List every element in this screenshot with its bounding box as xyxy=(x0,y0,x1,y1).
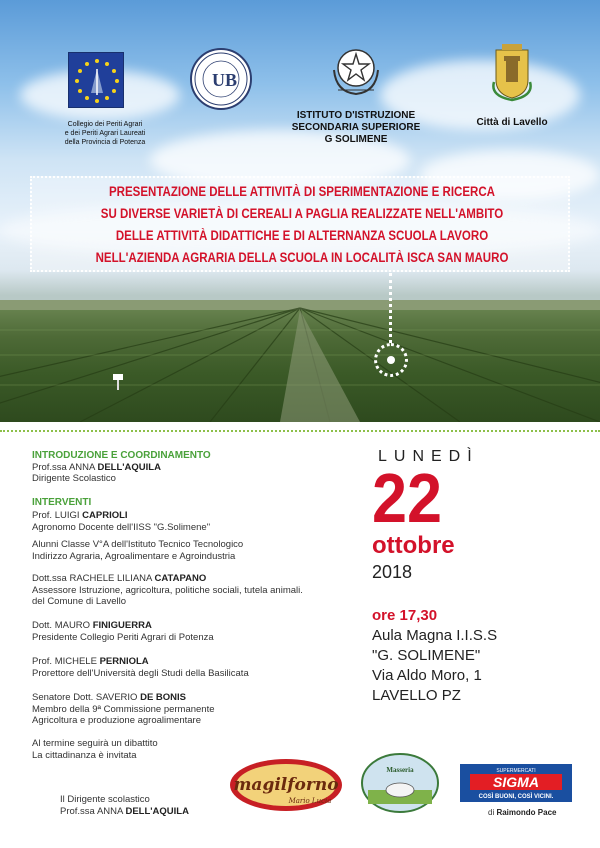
speaker-extra: Alunni Classe V°A dell'Istituto Tecnico Tecnologico xyxy=(32,539,244,550)
town-caption: Città di Lavello xyxy=(476,117,548,128)
magilforno-sub: Mario Lucia xyxy=(288,797,332,805)
speaker-caprioli xyxy=(32,510,243,562)
speaker-role: Assessore Istruzione, agricoltura, politiche sociali, tutela animali. xyxy=(32,584,303,596)
date-month: ottobre xyxy=(372,532,455,559)
speaker-name: DE BONIS xyxy=(140,692,187,703)
intro-name: DELL'AQUILA xyxy=(97,461,161,473)
signature-surname: DELL'AQUILA xyxy=(125,806,189,817)
magilforno-brand: magilforno xyxy=(233,775,339,795)
magilforno-logo xyxy=(228,755,344,815)
speaker-prefix: Senatore Dott. SAVERIO xyxy=(32,692,141,703)
date-day-number: 22 xyxy=(372,459,443,537)
venue-line: "G. SOLIMENE" xyxy=(372,647,481,664)
speaker-catapano xyxy=(32,573,303,608)
sigma-slogan: COSÌ BUONI, COSÌ VICINI. xyxy=(478,794,554,800)
closing-note xyxy=(32,738,158,761)
sigma-caption xyxy=(488,808,556,817)
speaker-role: Presidente Collegio Periti Agrari di Potenza xyxy=(32,631,214,643)
signature-prefix: Prof.ssa ANNA xyxy=(60,806,126,817)
speaker-de-bonis xyxy=(32,692,215,727)
hero-banner xyxy=(0,0,600,422)
speaker-perniola xyxy=(32,656,249,679)
speaker-name: CAPRIOLI xyxy=(82,510,128,521)
event-time: ore 17,30 xyxy=(372,607,438,624)
university-seal-logo xyxy=(190,48,252,110)
lavello-crest xyxy=(488,42,536,102)
interventi-heading: INTERVENTI xyxy=(32,497,92,508)
closing-line: La cittadinanza è invitata xyxy=(32,749,137,761)
speaker-role: del Comune di Lavello xyxy=(32,596,127,607)
intro-section xyxy=(32,450,211,485)
venue-line: Aula Magna I.I.S.S xyxy=(372,627,498,644)
intro-heading: INTRODUZIONE E COORDINAMENTO xyxy=(32,450,211,461)
italian-republic-emblem xyxy=(328,40,384,100)
speaker-finiguerra xyxy=(32,620,214,643)
speaker-extra: Indirizzo Agraria, Agroalimentare e Agroindustria xyxy=(32,550,236,562)
speaker-role: Agronomo Docente dell'IISS "G.Solimene" xyxy=(32,521,211,533)
title-line: NELL'AZIENDA AGRARIA DELLA SCUOLA IN LOCALITÀ ISCA SAN MAURO xyxy=(95,250,509,265)
speaker-prefix: Dott.ssa RACHELE LILIANA xyxy=(32,573,155,584)
intro-role: Dirigente Scolastico xyxy=(32,473,116,484)
sigma-brand: SIGMA xyxy=(493,774,539,790)
intro-prefix: Prof.ssa ANNA xyxy=(32,461,98,473)
dotted-divider xyxy=(0,430,600,432)
venue-line: LAVELLO PZ xyxy=(372,687,461,704)
dotted-connector xyxy=(389,273,392,343)
speaker-name: CATAPANO xyxy=(154,573,207,584)
speaker-prefix: Prof. LUIGI xyxy=(32,510,83,521)
sigma-logo xyxy=(460,764,572,802)
speaker-role: Membro della 9ª Commissione permanente xyxy=(32,703,215,715)
svg-text:UB: UB xyxy=(212,70,238,90)
masseria-logo xyxy=(360,752,440,814)
sigma-top: SUPERMERCATI xyxy=(496,768,536,774)
title-line: PRESENTAZIONE DELLE ATTIVITÀ DI SPERIMENTAZIONE E RICERCA xyxy=(108,184,496,199)
college-caption: Collegio dei Periti Agrari e dei Periti Agrari Laureati della Provincia di Potenza xyxy=(64,121,146,146)
speaker-prefix: Prof. MICHELE xyxy=(32,656,100,667)
signature-name xyxy=(60,806,189,817)
date-year: 2018 xyxy=(372,562,413,582)
interventi-heading-block xyxy=(32,497,91,509)
side-credit-mark xyxy=(580,470,588,520)
sigma-caption-name: Raimondo Pace xyxy=(496,808,557,817)
date-weekday: LUNEDÌ xyxy=(378,448,479,465)
target-center-dot xyxy=(387,356,395,364)
speaker-role: Agricoltura e produzione agroalimentare xyxy=(32,715,201,726)
speaker-name: PERNIOLA xyxy=(99,656,149,667)
sigma-caption-pre: di xyxy=(488,808,497,817)
venue-line: Via Aldo Moro, 1 xyxy=(372,667,482,684)
school-caption: ISTITUTO D'ISTRUZIONE SECONDARIA SUPERIORE G SOLIMENE xyxy=(291,110,421,145)
closing-line: Al termine seguirà un dibattito xyxy=(32,738,158,749)
signature-title: Il Dirigente scolastico xyxy=(60,794,150,805)
speaker-prefix: Dott. MAURO xyxy=(32,620,93,631)
eu-flag-logo xyxy=(68,52,124,108)
speaker-name: FINIGUERRA xyxy=(92,620,152,631)
masseria-brand: Masseria xyxy=(386,766,414,774)
speaker-role: Prorettore dell'Università degli Studi della Basilicata xyxy=(32,667,249,679)
title-line: SU DIVERSE VARIETÀ DI CEREALI A PAGLIA REALIZZATE NELL'AMBITO xyxy=(100,206,504,221)
title-line: DELLE ATTIVITÀ DIDATTICHE E DI ALTERNANZA SCUOLA LAVORO xyxy=(115,228,489,243)
wheat-field-photo xyxy=(0,300,600,422)
title-box xyxy=(30,176,570,272)
